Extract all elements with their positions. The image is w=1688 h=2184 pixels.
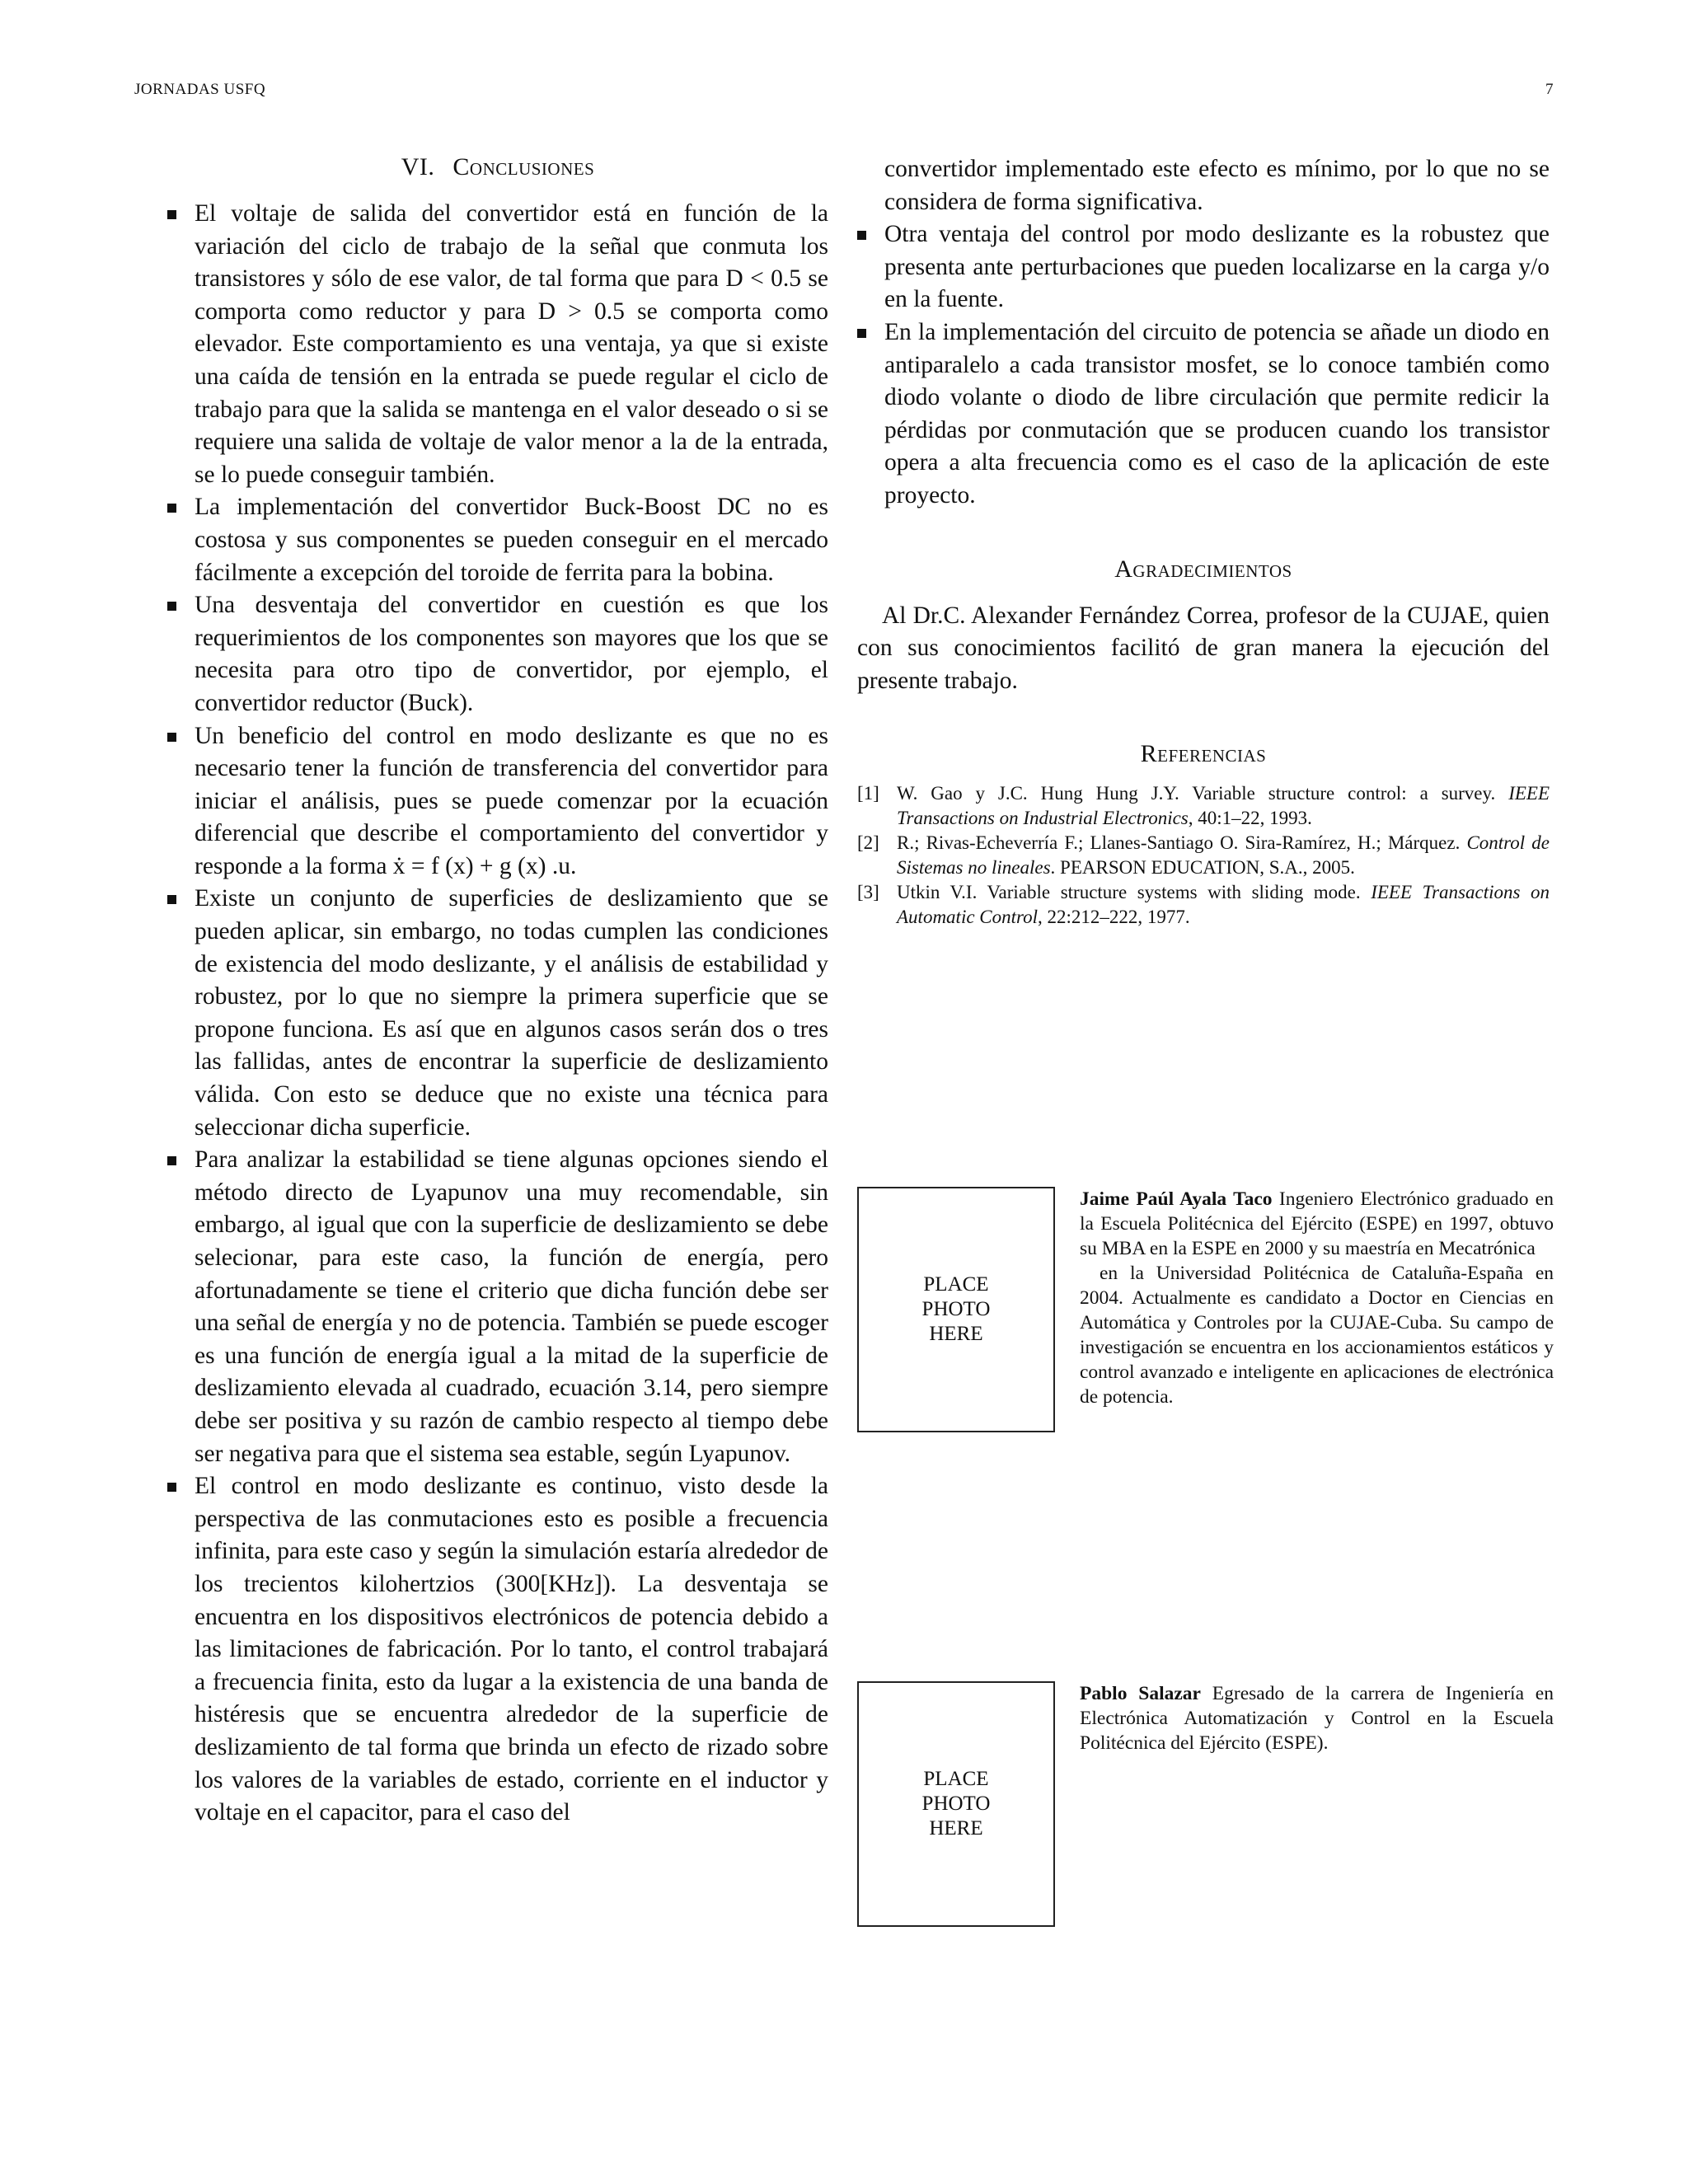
reference-list bbox=[857, 781, 1550, 930]
journal-name: JORNADAS USFQ bbox=[134, 81, 266, 98]
list-item: El voltaje de salida del convertidor está en función de la variación del ciclo de trabajo de la señal que conmuta los transistores y sólo de ese valor, de tal forma que para D < 0.5 se comporta como reductor y para D > 0.5 se comporta como elevador. Este comportamiento es una ventaja, ya que si existe una caída de tensión en la entrada se puede regular el ciclo de trabajo para que la salida se mantenga en el valor deseado o si se requiere una salida de voltaje de valor menor a la de la entrada, se lo puede conseguir también. bbox=[167, 198, 828, 491]
reference-item bbox=[857, 880, 1550, 930]
list-item: El control en modo deslizante es continuo, visto desde la perspectiva de las conmutaciones esto es posible a frecuencia infinita, para este caso y según la simulación estaría alrededor de los trecientos kilohertzios (300[KHz]). La desventaja se encuentra en los dispositivos electrónicos de potencia debido a las limitaciones de fabricación. Por lo tanto, el control trabajará a frecuencia finita, esto da lugar a la existencia de una banda de histéresis que se encuentra alrededor de la superficie de deslizamiento de tal forma que brinda un efecto de rizado sobre los valores de la variables de estado, corriente en el inductor y voltaje en el capacitor, para el caso del bbox=[167, 1470, 828, 1830]
list-item: En la implementación del circuito de potencia se añade un diodo en antiparalelo a cada transistor mosfet, se lo conoce también como diodo volante o diodo de libre circulación que permite redicir la pérdidas por conmutación que se producen cuando los transistor opera a alta frecuencia como es el caso de la aplicación de este proyecto. bbox=[857, 316, 1550, 513]
reference-authors-title: W. Gao y J.C. Hung Hung J.Y. Variable structure control: a survey. bbox=[897, 783, 1509, 804]
list-item: Una desventaja del convertidor en cuestión es que los requerimientos de los componentes son mayores que los que se necesita para otro tipo de convertidor, por ejemplo, el convertidor reductor (Buck). bbox=[167, 589, 828, 719]
conclusions-list-continued bbox=[857, 218, 1550, 512]
right-column bbox=[857, 153, 1550, 930]
reference-number: [1] bbox=[857, 783, 879, 804]
list-item: La implementación del convertidor Buck-Boost DC no es costosa y sus componentes se pueden conseguir en el mercado fácilmente a excepción del toroide de ferrita para la bobina. bbox=[167, 491, 828, 589]
conclusions-heading bbox=[167, 153, 828, 181]
page-number: 7 bbox=[1545, 81, 1554, 98]
author-name: Jaime Paúl Ayala Taco bbox=[1080, 1188, 1273, 1210]
reference-item bbox=[857, 831, 1550, 880]
reference-venue: Control de Sistemas no lineales bbox=[897, 832, 1550, 879]
running-header bbox=[134, 81, 1554, 99]
biography-text bbox=[1080, 1187, 1554, 1409]
list-item: Otra ventaja del control por modo deslizante es la robustez que presenta ante perturbaciones que pueden localizarse en la carga y/o en la fuente. bbox=[857, 218, 1550, 316]
list-item: Un beneficio del control en modo deslizante es que no es necesario tener la función de transferencia del convertidor para iniciar el análisis, pues se puede comenzar por la ecuación diferencial que describe el comportamiento del convertidor y responde a la forma ẋ = f (x) + g (x) .u. bbox=[167, 720, 828, 883]
reference-venue: IEEE Transactions on Industrial Electronics bbox=[897, 783, 1550, 829]
biography-text bbox=[1080, 1681, 1554, 1755]
biography-paragraph: Egresado de la carrera de Ingeniería en Electrónica Automatización y Control en la Escuela Politécnica del Ejército (ESPE). bbox=[1080, 1683, 1554, 1754]
bullet-continuation: convertidor implementado este efecto es mínimo, por lo que no se considera de forma significativa. bbox=[884, 156, 1550, 215]
biography-paragraph: Ingeniero Electrónico graduado en la Escuela Politécnica del Ejército (ESPE) en 1997, obtuvo su MBA en la ESPE en 2000 y su maestría en Mecatrónica bbox=[1080, 1188, 1554, 1259]
acknowledgements-text: Al Dr.C. Alexander Fernández Correa, profesor de la CUJAE, quien con sus conocimientos facilitó de gran manera la ejecución del presente trabajo. bbox=[857, 602, 1550, 694]
reference-venue: IEEE Transactions on Automatic Control bbox=[897, 882, 1550, 928]
reference-item bbox=[857, 781, 1550, 831]
acknowledgements-heading: Agradecimientos bbox=[1114, 555, 1292, 583]
biography-paragraph: en la Universidad Politécnica de Cataluña-España en 2004. Actualmente es candidato a Doctor en Ciencias en Automática y Controles por la CUJAE-Cuba. Su campo de investigación se encuentra en los accionamientos estáticos y control avanzado e inteligente en aplicaciones de electrónica de potencia. bbox=[1080, 1263, 1554, 1408]
reference-number: [2] bbox=[857, 832, 879, 854]
author-name: Pablo Salazar bbox=[1080, 1683, 1201, 1704]
references-heading: Referencias bbox=[1140, 740, 1267, 768]
reference-details: . PEARSON EDUCATION, S.A., 2005. bbox=[1050, 857, 1355, 879]
photo-placeholder-text: PLACE PHOTO HERE bbox=[921, 1273, 991, 1345]
photo-placeholder-text: PLACE PHOTO HERE bbox=[921, 1768, 991, 1840]
conclusions-list bbox=[167, 198, 828, 1830]
list-item: Para analizar la estabilidad se tiene algunas opciones siendo el método directo de Lyapunov una muy recomendable, sin embargo, al igual que con la superficie de deslizamiento se debe selecionar, para este caso, la función de energía, pero afortunadamente se tiene el criterio que dicha función debe ser una señal de energía y no de potencia. También se puede escoger es una función de energía igual a la mitad de la superficie de deslizamiento elevada al cuadrado, ecuación 3.14, pero siempre debe ser positiva y su razón de cambio respecto al tiempo debe ser negativa para que el sistema sea estable, según Lyapunov. bbox=[167, 1144, 828, 1470]
photo-placeholder bbox=[857, 1187, 1055, 1432]
left-column bbox=[167, 153, 828, 1830]
reference-authors-title: R.; Rivas-Echeverría F.; Llanes-Santiago O. Sira-Ramírez, H.; Márquez. bbox=[897, 832, 1467, 854]
reference-details: , 40:1–22, 1993. bbox=[1188, 808, 1312, 829]
section-number: VI. bbox=[401, 153, 435, 180]
reference-number: [3] bbox=[857, 882, 879, 903]
section-title: Conclusiones bbox=[452, 153, 595, 180]
photo-placeholder bbox=[857, 1681, 1055, 1927]
reference-authors-title: Utkin V.I. Variable structure systems with sliding mode. bbox=[897, 882, 1372, 903]
reference-details: , 22:212–222, 1977. bbox=[1038, 907, 1190, 928]
list-item: Existe un conjunto de superficies de deslizamiento que se pueden aplicar, sin embargo, no todas cumplen las condiciones de existencia del modo deslizante, y el análisis de estabilidad y robustez, por lo que no siempre la primera superficie que se propone funciona. Es así que en algunos casos serán dos o tres las fallidas, antes de encontrar la superficie de deslizamiento válida. Con esto se deduce que no existe una técnica para seleccionar dicha superficie. bbox=[167, 883, 828, 1144]
